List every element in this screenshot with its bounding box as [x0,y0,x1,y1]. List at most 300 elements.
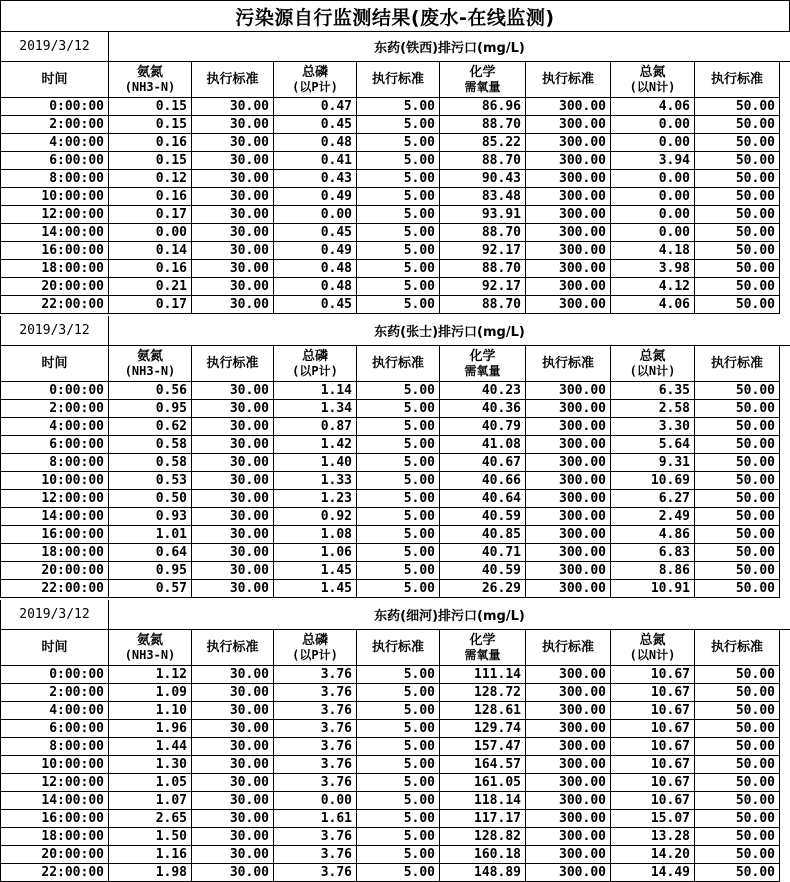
cell-time: 2:00:00 [1,400,109,418]
header-total-phosphorus [274,630,357,666]
cell-standard: 30.00 [192,418,274,436]
cell-standard: 300.00 [526,720,611,738]
cell-standard: 5.00 [357,508,440,526]
cell-cod: 41.08 [440,436,526,454]
table-row [0,508,790,526]
cell-ammonia: 0.50 [109,490,192,508]
cell-ammonia: 0.58 [109,436,192,454]
cell-ammonia: 0.95 [109,562,192,580]
cell-standard: 30.00 [192,242,274,260]
header-total-nitrogen-line2: (以N计) [629,647,676,662]
header-standard: 执行标准 [357,346,440,382]
cell-standard: 30.00 [192,738,274,756]
cell-cod: 128.61 [440,702,526,720]
cell-time: 18:00:00 [1,260,109,278]
cell-standard: 300.00 [526,400,611,418]
cell-cod: 85.22 [440,134,526,152]
cell-ammonia: 0.57 [109,580,192,598]
cell-total-nitrogen: 0.00 [611,206,695,224]
cell-total-phosphorus: 3.76 [274,702,357,720]
cell-time: 8:00:00 [1,170,109,188]
cell-standard: 50.00 [695,490,780,508]
cell-standard: 30.00 [192,98,274,116]
header-standard: 执行标准 [357,630,440,666]
cell-standard: 5.00 [357,188,440,206]
cell-total-phosphorus: 3.76 [274,756,357,774]
section-date: 2019/3/12 [1,316,109,346]
cell-cod: 88.70 [440,116,526,134]
cell-standard: 5.00 [357,152,440,170]
header-time: 时间 [1,346,109,382]
table-row [0,116,790,134]
cell-standard: 5.00 [357,702,440,720]
header-total-nitrogen-line2: (以N计) [629,79,676,94]
cell-total-nitrogen: 13.28 [611,828,695,846]
header-standard: 执行标准 [526,346,611,382]
cell-time: 20:00:00 [1,846,109,864]
cell-total-nitrogen: 10.67 [611,738,695,756]
cell-standard: 30.00 [192,580,274,598]
cell-time: 16:00:00 [1,810,109,828]
cell-ammonia: 0.62 [109,418,192,436]
cell-total-phosphorus: 1.40 [274,454,357,472]
cell-time: 6:00:00 [1,436,109,454]
cell-total-nitrogen: 10.67 [611,666,695,684]
cell-cod: 88.70 [440,224,526,242]
cell-standard: 5.00 [357,720,440,738]
cell-standard: 300.00 [526,846,611,864]
cell-standard: 300.00 [526,206,611,224]
cell-ammonia: 1.05 [109,774,192,792]
cell-time: 20:00:00 [1,278,109,296]
cell-total-phosphorus: 0.48 [274,278,357,296]
cell-standard: 50.00 [695,134,780,152]
cell-total-nitrogen: 0.00 [611,224,695,242]
header-standard: 执行标准 [695,630,780,666]
cell-standard: 5.00 [357,580,440,598]
cell-cod: 26.29 [440,580,526,598]
cell-cod: 88.70 [440,260,526,278]
cell-total-phosphorus: 1.45 [274,562,357,580]
header-cod-line2: 需氧量 [464,79,501,94]
cell-standard: 30.00 [192,792,274,810]
header-total-phosphorus-line2: (以P计) [292,647,338,662]
cell-standard: 30.00 [192,702,274,720]
header-total-phosphorus-line1: 总磷 [301,64,328,80]
cell-standard: 5.00 [357,454,440,472]
cell-standard: 300.00 [526,684,611,702]
cell-standard: 5.00 [357,666,440,684]
column-header-row [0,62,790,98]
header-time: 时间 [1,62,109,98]
table-row [0,738,790,756]
header-cod-line1: 化学 [469,632,496,648]
cell-cod: 129.74 [440,720,526,738]
cell-time: 18:00:00 [1,544,109,562]
section-date-row [0,600,790,630]
cell-standard: 5.00 [357,260,440,278]
header-cod [440,62,526,98]
cell-total-phosphorus: 0.87 [274,418,357,436]
cell-ammonia: 0.17 [109,296,192,314]
table-row [0,580,790,598]
cell-standard: 30.00 [192,224,274,242]
header-standard: 执行标准 [192,630,274,666]
cell-ammonia: 0.15 [109,152,192,170]
cell-standard: 5.00 [357,98,440,116]
cell-time: 18:00:00 [1,828,109,846]
cell-standard: 30.00 [192,508,274,526]
cell-time: 4:00:00 [1,418,109,436]
cell-total-phosphorus: 3.76 [274,684,357,702]
cell-standard: 50.00 [695,774,780,792]
cell-cod: 86.96 [440,98,526,116]
cell-standard: 50.00 [695,846,780,864]
cell-standard: 300.00 [526,98,611,116]
cell-cod: 92.17 [440,278,526,296]
header-total-nitrogen-line2: (以N计) [629,363,676,378]
cell-standard: 5.00 [357,206,440,224]
cell-total-phosphorus: 1.42 [274,436,357,454]
cell-time: 8:00:00 [1,454,109,472]
cell-standard: 300.00 [526,810,611,828]
cell-standard: 5.00 [357,296,440,314]
cell-standard: 5.00 [357,774,440,792]
header-standard: 执行标准 [357,62,440,98]
cell-ammonia: 0.58 [109,454,192,472]
cell-cod: 148.89 [440,864,526,882]
header-total-nitrogen-line1: 总氮 [639,348,666,364]
cell-standard: 50.00 [695,260,780,278]
cell-total-nitrogen: 10.67 [611,756,695,774]
cell-total-phosphorus: 1.06 [274,544,357,562]
cell-cod: 157.47 [440,738,526,756]
cell-total-nitrogen: 4.12 [611,278,695,296]
cell-total-nitrogen: 5.64 [611,436,695,454]
cell-standard: 30.00 [192,526,274,544]
header-ammonia-line2: (NH3-N) [124,647,176,662]
cell-standard: 300.00 [526,278,611,296]
cell-standard: 30.00 [192,382,274,400]
cell-standard: 50.00 [695,792,780,810]
table-row [0,792,790,810]
cell-standard: 50.00 [695,400,780,418]
cell-total-phosphorus: 1.61 [274,810,357,828]
cell-standard: 300.00 [526,436,611,454]
cell-standard: 300.00 [526,382,611,400]
cell-ammonia: 0.15 [109,116,192,134]
table-row [0,810,790,828]
cell-ammonia: 1.07 [109,792,192,810]
cell-total-phosphorus: 3.76 [274,828,357,846]
sheet-title: 污染源自行监测结果(废水-在线监测) [0,0,790,32]
cell-standard: 50.00 [695,188,780,206]
header-cod-line2: 需氧量 [464,647,501,662]
cell-standard: 50.00 [695,562,780,580]
cell-ammonia: 0.15 [109,98,192,116]
cell-standard: 5.00 [357,134,440,152]
cell-time: 0:00:00 [1,382,109,400]
table-row [0,526,790,544]
cell-total-phosphorus: 0.49 [274,242,357,260]
cell-standard: 30.00 [192,774,274,792]
table-row [0,206,790,224]
header-cod-line1: 化学 [469,348,496,364]
cell-standard: 300.00 [526,562,611,580]
cell-total-nitrogen: 6.83 [611,544,695,562]
cell-standard: 50.00 [695,684,780,702]
header-total-phosphorus-line1: 总磷 [301,348,328,364]
cell-total-nitrogen: 2.58 [611,400,695,418]
cell-time: 22:00:00 [1,296,109,314]
cell-time: 10:00:00 [1,472,109,490]
column-header-row [0,630,790,666]
cell-cod: 83.48 [440,188,526,206]
cell-total-phosphorus: 0.45 [274,296,357,314]
cell-ammonia: 1.12 [109,666,192,684]
section-date: 2019/3/12 [1,32,109,62]
cell-time: 10:00:00 [1,188,109,206]
cell-standard: 300.00 [526,260,611,278]
cell-standard: 300.00 [526,666,611,684]
cell-total-nitrogen: 4.18 [611,242,695,260]
cell-ammonia: 1.50 [109,828,192,846]
cell-ammonia: 1.10 [109,702,192,720]
cell-time: 22:00:00 [1,580,109,598]
cell-cod: 161.05 [440,774,526,792]
cell-standard: 300.00 [526,756,611,774]
cell-total-phosphorus: 3.76 [274,738,357,756]
cell-time: 4:00:00 [1,702,109,720]
cell-cod: 40.71 [440,544,526,562]
table-row [0,260,790,278]
cell-standard: 50.00 [695,508,780,526]
table-row [0,436,790,454]
cell-standard: 50.00 [695,436,780,454]
cell-total-phosphorus: 3.76 [274,666,357,684]
cell-ammonia: 0.16 [109,134,192,152]
cell-standard: 50.00 [695,116,780,134]
cell-total-phosphorus: 0.41 [274,152,357,170]
cell-cod: 93.91 [440,206,526,224]
table-row [0,666,790,684]
table-row [0,188,790,206]
table-row [0,296,790,314]
cell-ammonia: 0.00 [109,224,192,242]
cell-ammonia: 1.16 [109,846,192,864]
cell-standard: 5.00 [357,278,440,296]
header-cod [440,630,526,666]
cell-standard: 300.00 [526,418,611,436]
cell-standard: 30.00 [192,720,274,738]
cell-ammonia: 1.44 [109,738,192,756]
header-standard: 执行标准 [526,62,611,98]
cell-total-nitrogen: 2.49 [611,508,695,526]
cell-standard: 50.00 [695,98,780,116]
cell-cod: 40.64 [440,490,526,508]
cell-standard: 30.00 [192,134,274,152]
cell-cod: 40.59 [440,562,526,580]
cell-ammonia: 0.53 [109,472,192,490]
table-row [0,278,790,296]
cell-standard: 5.00 [357,562,440,580]
cell-total-nitrogen: 0.00 [611,134,695,152]
header-standard: 执行标准 [526,630,611,666]
cell-standard: 50.00 [695,382,780,400]
cell-standard: 30.00 [192,544,274,562]
cell-standard: 30.00 [192,400,274,418]
table-row [0,828,790,846]
cell-time: 16:00:00 [1,526,109,544]
cell-time: 22:00:00 [1,864,109,882]
cell-standard: 300.00 [526,472,611,490]
cell-time: 14:00:00 [1,224,109,242]
cell-cod: 88.70 [440,296,526,314]
header-total-phosphorus-line2: (以P计) [292,79,338,94]
table-row [0,864,790,882]
table-row [0,134,790,152]
cell-total-nitrogen: 3.30 [611,418,695,436]
cell-cod: 40.85 [440,526,526,544]
cell-standard: 300.00 [526,116,611,134]
cell-standard: 5.00 [357,846,440,864]
cell-standard: 5.00 [357,242,440,260]
table-row [0,684,790,702]
table-row [0,224,790,242]
cell-standard: 5.00 [357,738,440,756]
cell-standard: 5.00 [357,756,440,774]
cell-standard: 300.00 [526,152,611,170]
header-ammonia [109,630,192,666]
cell-cod: 40.66 [440,472,526,490]
cell-standard: 5.00 [357,490,440,508]
cell-total-nitrogen: 6.35 [611,382,695,400]
cell-standard: 50.00 [695,418,780,436]
cell-total-nitrogen: 10.67 [611,720,695,738]
table-row [0,382,790,400]
cell-total-nitrogen: 0.00 [611,170,695,188]
cell-total-phosphorus: 0.00 [274,792,357,810]
header-ammonia [109,346,192,382]
cell-total-phosphorus: 1.33 [274,472,357,490]
section-date-row [0,316,790,346]
table-row [0,152,790,170]
cell-standard: 50.00 [695,224,780,242]
cell-standard: 50.00 [695,828,780,846]
cell-standard: 300.00 [526,170,611,188]
cell-cod: 40.36 [440,400,526,418]
table-row [0,544,790,562]
header-ammonia-line2: (NH3-N) [124,363,176,378]
cell-standard: 5.00 [357,526,440,544]
cell-total-phosphorus: 0.48 [274,134,357,152]
cell-standard: 30.00 [192,296,274,314]
header-ammonia-line1: 氨氮 [136,348,163,364]
cell-standard: 300.00 [526,580,611,598]
cell-time: 12:00:00 [1,490,109,508]
table-row [0,454,790,472]
cell-standard: 50.00 [695,666,780,684]
cell-standard: 5.00 [357,116,440,134]
cell-standard: 50.00 [695,242,780,260]
cell-standard: 50.00 [695,152,780,170]
cell-standard: 5.00 [357,792,440,810]
cell-cod: 164.57 [440,756,526,774]
header-standard: 执行标准 [695,346,780,382]
cell-standard: 30.00 [192,490,274,508]
cell-standard: 50.00 [695,702,780,720]
header-total-phosphorus-line2: (以P计) [292,363,338,378]
cell-total-phosphorus: 1.14 [274,382,357,400]
header-ammonia [109,62,192,98]
cell-total-nitrogen: 4.06 [611,296,695,314]
cell-cod: 128.72 [440,684,526,702]
cell-total-nitrogen: 8.86 [611,562,695,580]
cell-total-nitrogen: 10.91 [611,580,695,598]
cell-standard: 50.00 [695,810,780,828]
cell-standard: 300.00 [526,224,611,242]
cell-standard: 30.00 [192,278,274,296]
cell-time: 8:00:00 [1,738,109,756]
cell-standard: 50.00 [695,756,780,774]
cell-ammonia: 0.56 [109,382,192,400]
cell-total-nitrogen: 10.67 [611,684,695,702]
cell-time: 20:00:00 [1,562,109,580]
cell-standard: 5.00 [357,400,440,418]
section-date: 2019/3/12 [1,600,109,630]
cell-standard: 50.00 [695,544,780,562]
cell-standard: 5.00 [357,382,440,400]
table-row [0,98,790,116]
cell-ammonia: 1.96 [109,720,192,738]
cell-cod: 92.17 [440,242,526,260]
cell-total-nitrogen: 3.98 [611,260,695,278]
header-standard: 执行标准 [695,62,780,98]
cell-time: 6:00:00 [1,720,109,738]
header-ammonia-line1: 氨氮 [136,64,163,80]
cell-time: 6:00:00 [1,152,109,170]
cell-standard: 30.00 [192,846,274,864]
cell-time: 14:00:00 [1,792,109,810]
cell-standard: 50.00 [695,526,780,544]
cell-time: 14:00:00 [1,508,109,526]
table-row [0,846,790,864]
cell-total-nitrogen: 4.86 [611,526,695,544]
cell-ammonia: 0.16 [109,188,192,206]
cell-total-nitrogen: 10.67 [611,774,695,792]
cell-standard: 300.00 [526,864,611,882]
cell-time: 0:00:00 [1,98,109,116]
table-row [0,774,790,792]
cell-cod: 118.14 [440,792,526,810]
cell-standard: 5.00 [357,810,440,828]
cell-total-nitrogen: 6.27 [611,490,695,508]
cell-standard: 30.00 [192,828,274,846]
header-total-nitrogen-line1: 总氮 [639,64,666,80]
cell-cod: 40.23 [440,382,526,400]
cell-total-phosphorus: 0.00 [274,206,357,224]
cell-total-phosphorus: 0.49 [274,188,357,206]
outlet-title: 东药(铁西)排污口(mg/L) [109,32,790,62]
cell-standard: 5.00 [357,544,440,562]
cell-total-phosphorus: 0.48 [274,260,357,278]
cell-standard: 30.00 [192,206,274,224]
cell-total-nitrogen: 10.69 [611,472,695,490]
header-total-phosphorus [274,346,357,382]
cell-total-nitrogen: 4.06 [611,98,695,116]
cell-standard: 300.00 [526,774,611,792]
cell-time: 2:00:00 [1,684,109,702]
